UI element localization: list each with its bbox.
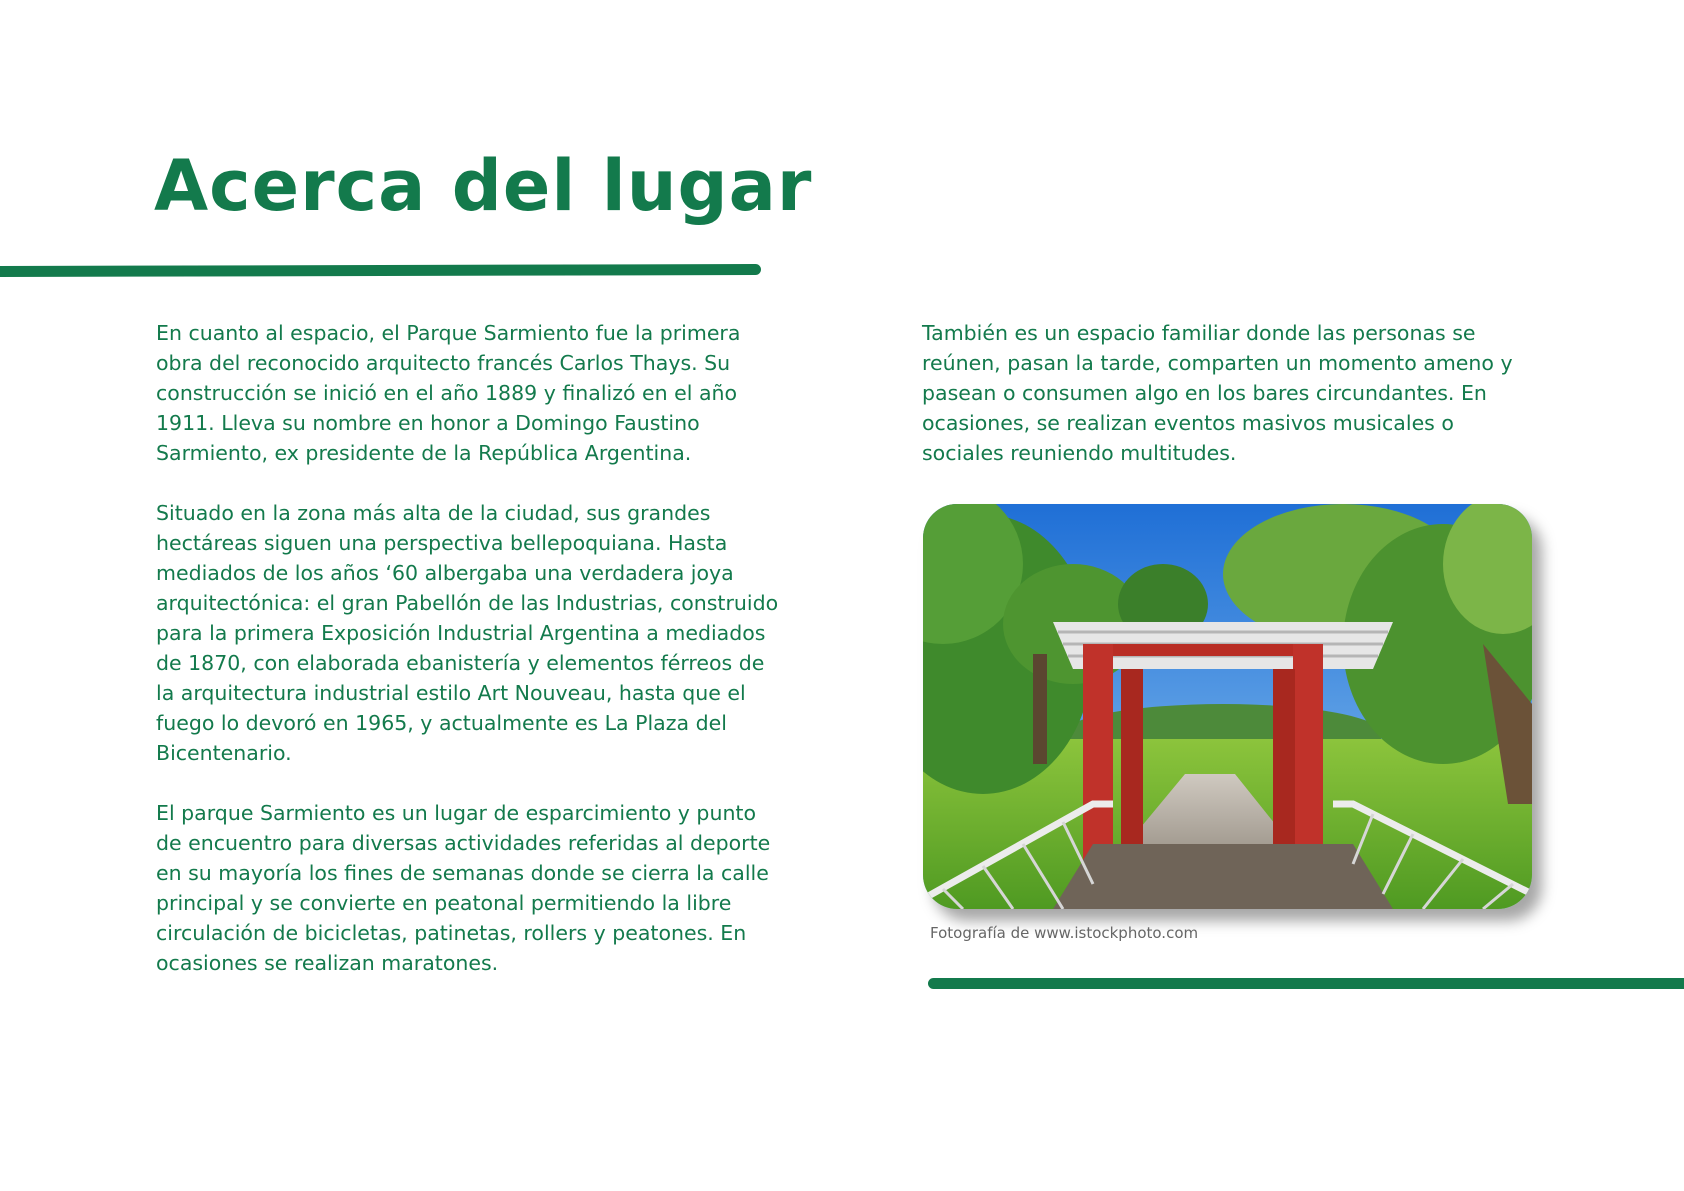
photo-credit: Fotografía de www.istockphoto.com [930,924,1199,942]
bottom-rule [928,978,1684,989]
left-column [156,318,786,1008]
paragraph: El parque Sarmiento es un lugar de esparcimiento y punto de encuentro para diversas actividades referidas al deporte en su mayoría los fines de semanas donde se cierra la calle principal y se convierte en peatonal permitiendo la libre circulación de bicicletas, patinetas, rollers y peatones. En ocasiones se realizan maratones. [156,801,771,975]
paragraph: Situado en la zona más alta de la ciudad, sus grandes hectáreas siguen una perspectiva bellepoquiana. Hasta mediados de los años ‘60 albergaba una verdadera joya arquitectónica: el gran Pabellón de las Industrias, construido para la primera Exposición Industrial Argentina a mediados de 1870, con elaborada ebanistería y elementos férreos de la arquitectura industrial estilo Art Nouveau, hasta que el fuego lo devoró en 1965, y actualmente es La Plaza del Bicentenario. [156,501,779,765]
paragraph: En cuanto al espacio, el Parque Sarmiento fue la primera obra del reconocido arquitecto francés Carlos Thays. Su construcción se inició en el año 1889 y finalizó en el año 1911. Lleva su nombre en honor a Domingo Faustino Sarmiento, ex presidente de la República Argentina. [156,321,741,465]
right-column [922,318,1542,498]
paragraph: También es un espacio familiar donde las personas se reúnen, pasan la tarde, comparten un momento ameno y pasean o consumen algo en los bares circundantes. En ocasiones, se realizan eventos masivos musicales o sociales reuniendo multitudes. [922,321,1513,465]
page-title: Acerca del lugar [154,145,813,227]
title-underline [0,264,761,277]
park-bridge-photo [923,504,1532,909]
